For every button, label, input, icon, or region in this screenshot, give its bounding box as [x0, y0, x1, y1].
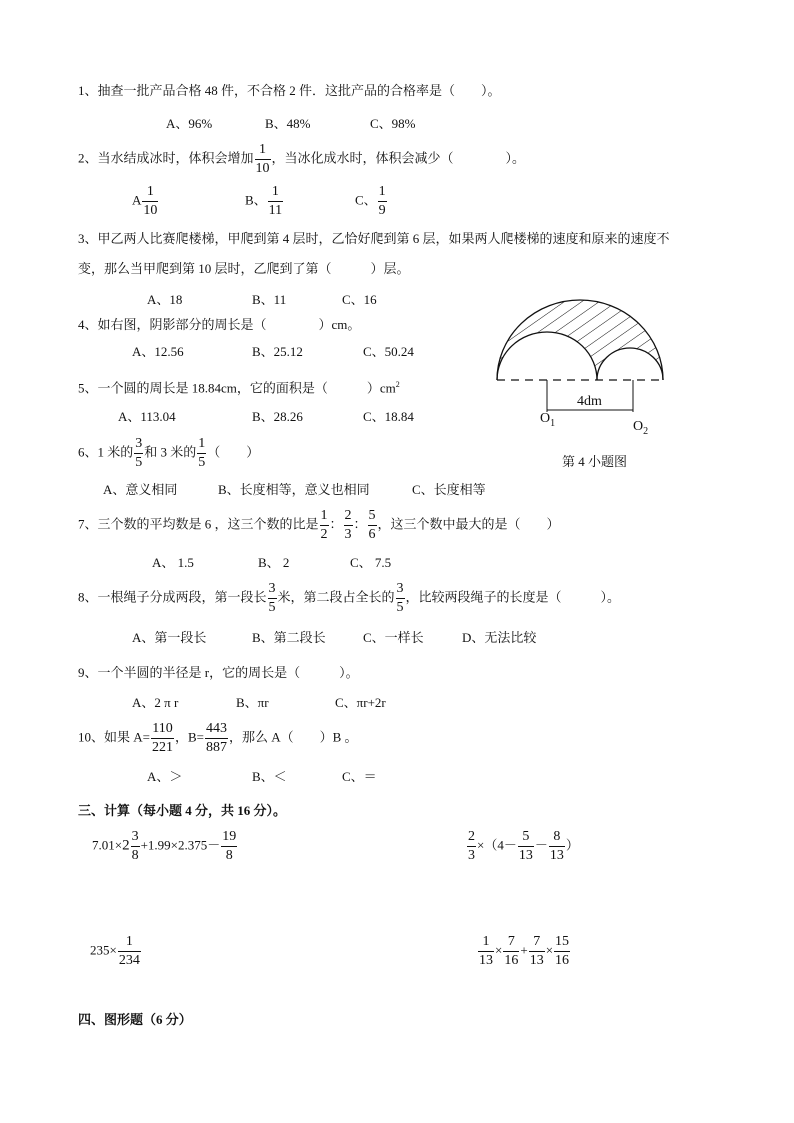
q4-option-c: C、50.24: [363, 344, 414, 359]
q7-option-a: A、 1.5: [152, 555, 194, 570]
section-4-title: 四、图形题（6 分）: [78, 1012, 192, 1027]
q2-fraction: $\frac{1}{10}$: [255, 142, 270, 176]
q6-text: 6、1 米的 $\frac{3}{5}$ 和 3 米的 $\frac{1}{5}$ （ ）: [78, 436, 260, 470]
q6-option-c: C、长度相等: [412, 482, 486, 497]
q3-option-b: B、11: [252, 292, 287, 307]
q2-option-c: C、 $\frac{1}{9}$: [355, 184, 386, 218]
q4-option-b: B、25.12: [252, 344, 303, 359]
q9-option-a: A、2 π r: [132, 695, 179, 710]
q5-option-c: C、18.84: [363, 409, 414, 424]
calc-expression-2: $\frac{2}{3}$ ×（4－ $\frac{5}{13}$ － $\frac{8}{13}$ ）: [468, 829, 579, 863]
q4-option-a: A、12.56: [132, 344, 184, 359]
calc-expression-1: 7.01×2 $\frac{3}{8}$ +1.99×2.375－ $\frac{19}{8}$: [92, 829, 237, 863]
section-3-title: 三、计算（每小题 4 分，共 16 分）。: [78, 803, 287, 818]
q3-option-c: C、16: [342, 292, 377, 307]
q5-option-a: A、113.04: [118, 409, 176, 424]
q2-text: 2、当水结成冰时，体积会增加 $\frac{1}{10}$ ，当冰化成水时，体积会减少（ ）。: [78, 142, 526, 176]
q8-option-c: C、一样长: [363, 630, 424, 645]
q5-text: 5、一个圆的周长是 18.84cm，它的面积是（ ）$cm^2$: [78, 380, 400, 396]
q4-distance-label: 4dm: [577, 394, 602, 409]
q6-option-a: A、意义相同: [103, 482, 178, 497]
q4-figure-caption: 第 4 小题图: [562, 454, 628, 469]
q4-figure: [480, 275, 680, 440]
q7-option-b: B、 2: [258, 555, 290, 570]
q4-o1-label: $O_1$: [540, 411, 556, 429]
calc-expression-4: $\frac{1}{13}$ × $\frac{7}{16}$ + $\frac{7}{13}$ × $\frac{15}{16}$: [479, 934, 570, 968]
q8-option-d: D、无法比较: [462, 630, 537, 645]
q8-option-a: A、第一段长: [132, 630, 207, 645]
q10-option-a: A、＞: [147, 769, 183, 784]
shaded-region: [497, 300, 663, 380]
q10-option-c: C、＝: [342, 769, 377, 784]
q10-option-b: B、＜: [252, 769, 287, 784]
q1-option-b: B、48%: [265, 116, 311, 131]
q3-line1: 3、甲乙两人比赛爬楼梯，甲爬到第 4 层时，乙恰好爬到第 6 层，如果两人爬楼梯的速度和原来的速度不: [78, 231, 670, 246]
q3-option-a: A、18: [147, 292, 183, 307]
q4-text: 4、如右图，阴影部分的周长是（ ）cm。: [78, 317, 361, 332]
calc-expression-3: 235× $\frac{1}{234}$: [90, 934, 140, 968]
q9-text: 9、一个半圆的半径是 r，它的周长是（ ）。: [78, 665, 359, 680]
q1-text: 1、抽查一批产品合格 48 件，不合格 2 件．这批产品的合格率是（ ）。: [78, 83, 501, 98]
q2-option-a: A $\frac{1}{10}$: [132, 184, 158, 218]
q3-line2: 变，那么当甲爬到第 10 层时，乙爬到了第（ ）层。: [78, 261, 410, 276]
q6-option-b: B、长度相等，意义也相同: [218, 482, 370, 497]
q1-option-a: A、96%: [166, 116, 213, 131]
q8-option-b: B、第二段长: [252, 630, 326, 645]
q9-option-c: C、πr+2r: [335, 695, 386, 710]
q2-option-b: B、 $\frac{1}{11}$: [245, 184, 283, 218]
q7-text: 7、三个数的平均数是 6 ，这三个数的比是 $\frac{1}{2}$ ： $\frac{2}{3}$ ： $\frac{5}{6}$ ，这三个数中最大的是（ ）: [78, 508, 560, 542]
q4-o2-label: $O_2$: [633, 419, 649, 437]
q10-text: 10、如果 A= $\frac{110}{221}$ ，B= $\frac{443}{887}$ ，那么 A（ ）B 。: [78, 721, 358, 755]
q1-option-c: C、98%: [370, 116, 416, 131]
q5-option-b: B、28.26: [252, 409, 303, 424]
q8-text: 8、一根绳子分成两段，第一段长 $\frac{3}{5}$ 米，第二段占全长的 $\frac{3}{5}$ ，比较两段绳子的长度是（ ）。: [78, 581, 621, 615]
q9-option-b: B、πr: [236, 695, 269, 710]
q7-option-c: C、 7.5: [350, 555, 392, 570]
